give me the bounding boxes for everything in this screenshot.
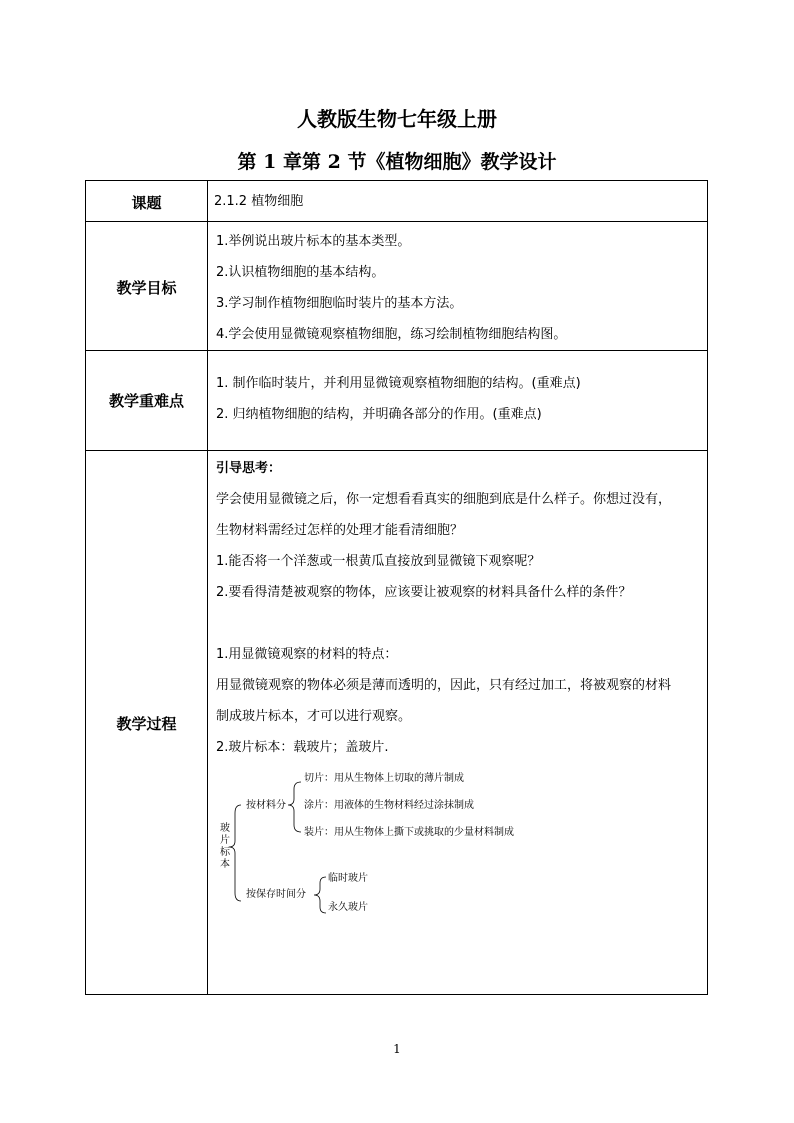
process-line: 2.玻片标本：载玻片；盖玻片. <box>216 740 389 755</box>
process-line: 1.用显微镜观察的材料的特点： <box>216 647 398 662</box>
branch1-brace <box>288 782 301 832</box>
goals-list <box>216 226 566 350</box>
branch1-item: 涂片：用液体的生物材料经过涂抹制成 <box>304 800 474 811</box>
label-goals: 教学目标 <box>116 279 177 297</box>
row-divider <box>86 350 707 351</box>
branch1-item: 装片：用从生物体上撕下或挑取的少量材料制成 <box>304 827 514 838</box>
root-char: 片 <box>220 835 230 846</box>
branch2-brace <box>314 877 326 913</box>
process-heading: 引导思考： <box>216 461 282 476</box>
root-char: 玻 <box>220 823 230 834</box>
topic-content: 2.1.2 植物细胞 <box>214 194 304 209</box>
keypoint-item: 2. 归纳植物细胞的结构，并明确各部分的作用。(重难点) <box>216 407 542 422</box>
label-process: 教学过程 <box>116 715 177 733</box>
process-line: 用显微镜观察的物体必须是薄而透明的，因此，只有经过加工，将被观察的材料 <box>216 678 672 693</box>
root-char: 标 <box>220 847 230 858</box>
column-divider <box>207 181 208 994</box>
branch2-label: 按保存时间分 <box>246 889 306 900</box>
lesson-plan-table <box>85 180 708 995</box>
keypoints-list <box>216 368 581 430</box>
document-subtitle: 第 1 章第 2 节《植物细胞》教学设计 <box>237 151 557 173</box>
goal-item: 1.举例说出玻片标本的基本类型。 <box>216 234 411 249</box>
branch1-label: 按材料分 <box>246 800 286 811</box>
diagram-root-label <box>220 821 231 870</box>
goal-item: 3.学习制作植物细胞临时装片的基本方法。 <box>216 296 463 311</box>
branch2-item: 临时玻片 <box>328 873 368 884</box>
branch2-item: 永久玻片 <box>328 902 368 913</box>
process-line: 学会使用显微镜之后，你一定想看看真实的细胞到底是什么样子。你想过没有， <box>216 492 672 507</box>
root-brace <box>229 805 241 901</box>
keypoint-item: 1. 制作临时装片，并利用显微镜观察植物细胞的结构。(重难点) <box>216 376 581 391</box>
process-line: 2.要看得清楚被观察的物体，应该要让被观察的材料具备什么样的条件？ <box>216 585 632 600</box>
process-line: 1.能否将一个洋葱或一根黄瓜直接放到显微镜下观察呢？ <box>216 554 541 569</box>
label-topic: 课题 <box>131 194 162 212</box>
row-divider <box>86 221 707 222</box>
process-line: 生物材料需经过怎样的处理才能看清细胞？ <box>216 523 464 538</box>
document-title: 人教版生物七年级上册 <box>297 107 497 131</box>
label-keypoints: 教学重难点 <box>108 392 184 410</box>
goal-item: 4.学会使用显微镜观察植物细胞，练习绘制植物细胞结构图。 <box>216 327 567 342</box>
slide-classification-diagram <box>211 771 541 931</box>
row-divider <box>86 450 707 451</box>
branch1-item: 切片：用从生物体上切取的薄片制成 <box>304 773 464 784</box>
goal-item: 2.认识植物细胞的基本结构。 <box>216 265 385 280</box>
process-content <box>216 453 671 763</box>
root-char: 本 <box>220 859 230 870</box>
page-number: 1 <box>393 1042 401 1056</box>
process-line: 制成玻片标本，才可以进行观察。 <box>216 709 412 724</box>
process-line <box>216 608 671 639</box>
